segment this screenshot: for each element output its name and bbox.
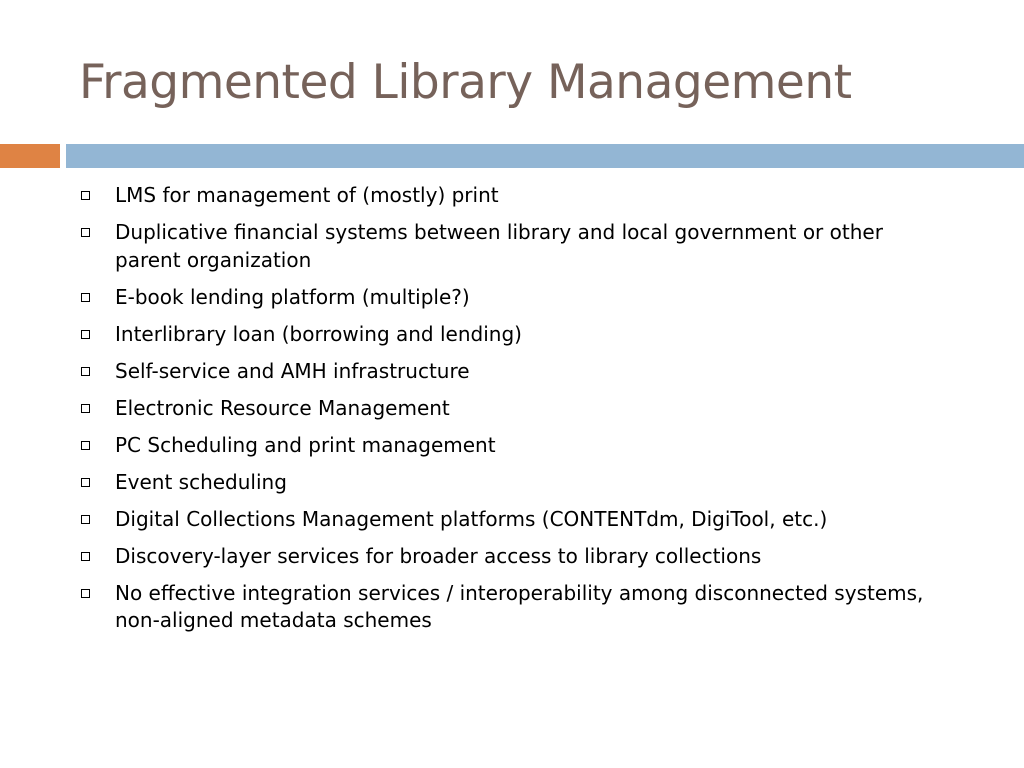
list-item-text: Event scheduling <box>115 469 287 494</box>
bullet-list <box>0 182 935 644</box>
list-item <box>0 432 935 460</box>
square-bullet-icon <box>81 228 90 237</box>
slide-title: Fragmented Library Management <box>79 55 852 110</box>
square-bullet-icon <box>81 330 90 339</box>
square-bullet-icon <box>81 441 90 450</box>
list-item <box>0 284 935 312</box>
list-item <box>0 580 935 635</box>
square-bullet-icon <box>81 552 90 561</box>
list-item <box>0 543 935 571</box>
list-item <box>0 321 935 349</box>
list-item <box>0 219 935 274</box>
list-item-text: Self-service and AMH infrastructure <box>115 358 470 383</box>
list-item-text: Duplicative financial systems between library and local government or other parent organization <box>115 220 883 272</box>
list-item-text: LMS for management of (mostly) print <box>115 183 499 207</box>
list-item <box>0 469 935 497</box>
square-bullet-icon <box>81 478 90 487</box>
square-bullet-icon <box>81 191 90 200</box>
square-bullet-icon <box>81 367 90 376</box>
list-item-text: E-book lending platform (multiple?) <box>115 284 470 309</box>
list-item <box>0 182 935 210</box>
list-item-text: PC Scheduling and print management <box>115 432 496 457</box>
list-item <box>0 395 935 423</box>
square-bullet-icon <box>81 515 90 524</box>
square-bullet-icon <box>81 293 90 302</box>
list-item-text: Electronic Resource Management <box>115 395 450 420</box>
square-bullet-icon <box>81 404 90 413</box>
list-item <box>0 358 935 386</box>
list-item-text: No effective integration services / interoperability among disconnected systems, non-aligned metadata schemes <box>115 580 924 632</box>
list-item-text: Interlibrary loan (borrowing and lending) <box>115 321 522 346</box>
accent-bar-blue <box>66 144 1024 168</box>
list-item <box>0 506 935 534</box>
list-item-text: Discovery-layer services for broader access to library collections <box>115 543 762 568</box>
square-bullet-icon <box>81 589 90 598</box>
accent-bar-orange <box>0 144 60 168</box>
list-item-text: Digital Collections Management platforms (CONTENTdm, DigiTool, etc.) <box>115 506 828 531</box>
